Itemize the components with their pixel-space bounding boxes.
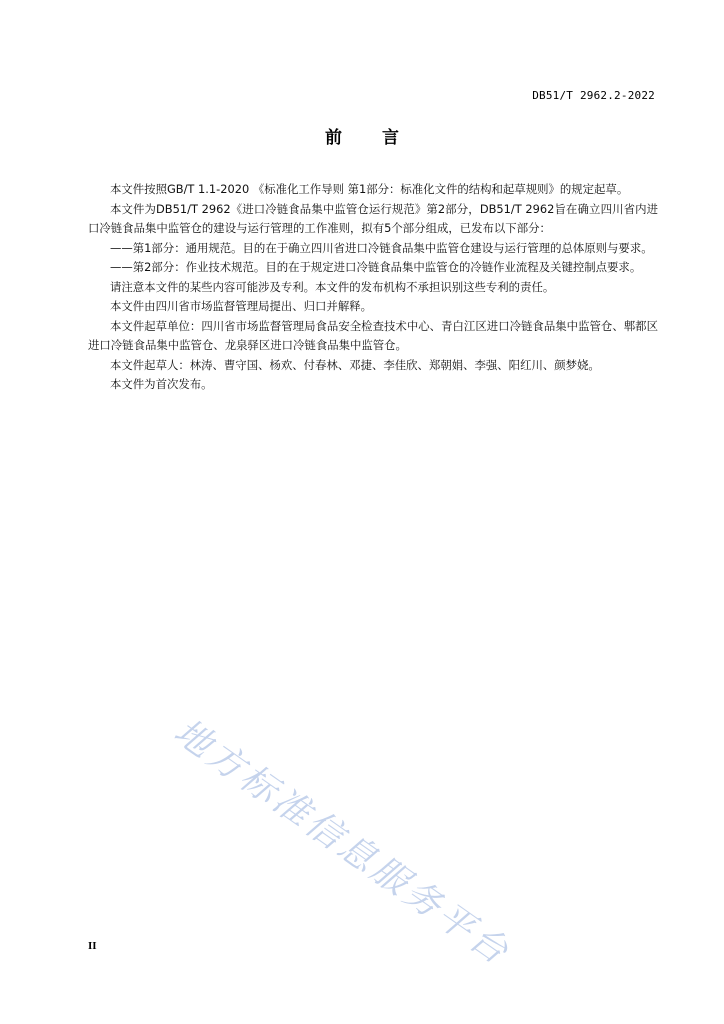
foreword-body [88,180,658,395]
paragraph: 本文件由四川省市场监督管理局提出、归口并解释。 [110,299,372,313]
paragraph: 本文件起草人：林涛、曹守国、杨欢、付春林、邓捷、李佳欣、郑朝娟、李强、阳红川、颜梦娆。 [110,357,600,372]
paragraph: ——第1部分：通用规范。目的在于确立四川省进口冷链食品集中监管仓建设与运行管理的总体原则与要求。 [110,240,653,255]
section-title: 前言 [325,128,439,148]
paragraph: 本文件为DB51/T 2962《进口冷链食品集中监管仓运行规范》第2部分，DB51/T 2962旨在确立四川省内进口冷链食品集中监管仓的建设与运行管理的工作准则，拟有5个部分组成，已发布以下部分： [88,201,658,235]
paragraph: ——第2部分：作业技术规范。目的在于规定进口冷链食品集中监管仓的冷链作业流程及关键控制点要求。 [110,260,642,274]
watermark: 地方标准信息服务平台 [166,711,518,975]
paragraph: 本文件按照GB/T 1.1-2020 《标准化工作导则 第1部分：标准化文件的结构和起草规则》的规定起草。 [110,182,629,196]
paragraph: 本文件为首次发布。 [110,377,213,391]
page-number: II [88,940,97,952]
document-number: DB51/T 2962.2-2022 [532,89,655,102]
paragraph: 本文件起草单位：四川省市场监督管理局食品安全检查技术中心、青白江区进口冷链食品集中监管仓、郫都区进口冷链食品集中监管仓、龙泉驿区进口冷链食品集中监管仓。 [88,318,658,352]
paragraph: 请注意本文件的某些内容可能涉及专利。本文件的发布机构不承担识别这些专利的责任。 [110,279,555,294]
